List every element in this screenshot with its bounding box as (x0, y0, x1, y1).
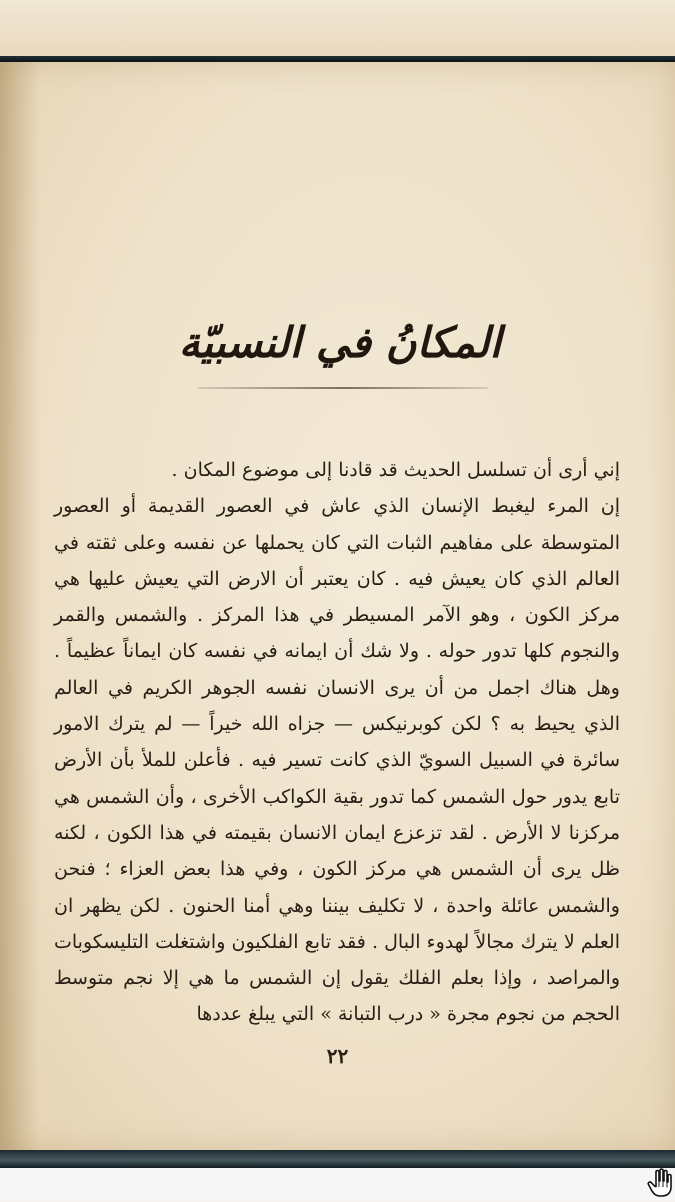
paragraph-1: إني أرى أن تسلسل الحديث قد قادنا إلى موضوع المكان . (171, 459, 620, 481)
page-number: ٢٢ (326, 1044, 349, 1068)
hand-pointer-icon[interactable] (647, 1168, 673, 1198)
page-spine-shadow (0, 62, 40, 1150)
paragraph-2: إن المرء ليغبط الإنسان الذي عاش في العصور القديمة أو العصور المتوسطة على مفاهيم الثبات التي كان يحملها عن نفسه وعلى ثقته في العالم الذي كان يعيش فيه . كان يعتبر أن الارض التي يعيش عليها هي مركز الكون ، وهو الآمر المسيطر في هذا المركز . والشمس والقمر والنجوم كلها تدور حوله . ولا شك أن ايمانه في نفسه كان ايماناً عظيماً . وهل هناك اجمل من أن يرى الانسان نفسه الجوهر الكريم في العالم الذي يحيط به ؟ لكن كوبرنيكس — جزاه الله خيراً — لم يترك الامور سائرة في السبيل السويّ الذي كانت تسير فيه . فأعلن للملأ بأن الأرض تابع يدور حول الشمس كما تدور بقية الكواكب الأخرى ، وأن الشمس هي مركزنا لا الأرض . لقد تزعزع ايمان الانسان بقيمته في هذا الكون ، لكنه ظل يرى أن الشمس هي مركز الكون ، وفي هذا بعض العزاء ؛ فنحن والشمس عائلة واحدة ، لا تكليف بيننا وهي أمنا الحنون . لكن يظهر ان العلم لا يترك مجالاً لهدوء البال . فقد تابع الفلكيون واشتغلت التليسكوبات والمراصد ، وإذا بعلم الفلك يقول إن الشمس ما هي إلا نجم متوسط الحجم من نجوم مجرة « درب التبانة » التي يبلغ عددها (54, 495, 620, 1026)
chapter-title: المكانُ في النسبيّة (178, 318, 502, 367)
body-text (54, 452, 620, 1032)
top-background-strip (0, 0, 675, 56)
title-underline (198, 387, 488, 389)
bottom-dark-rule (0, 1150, 675, 1168)
bottom-background-strip (0, 1168, 675, 1200)
